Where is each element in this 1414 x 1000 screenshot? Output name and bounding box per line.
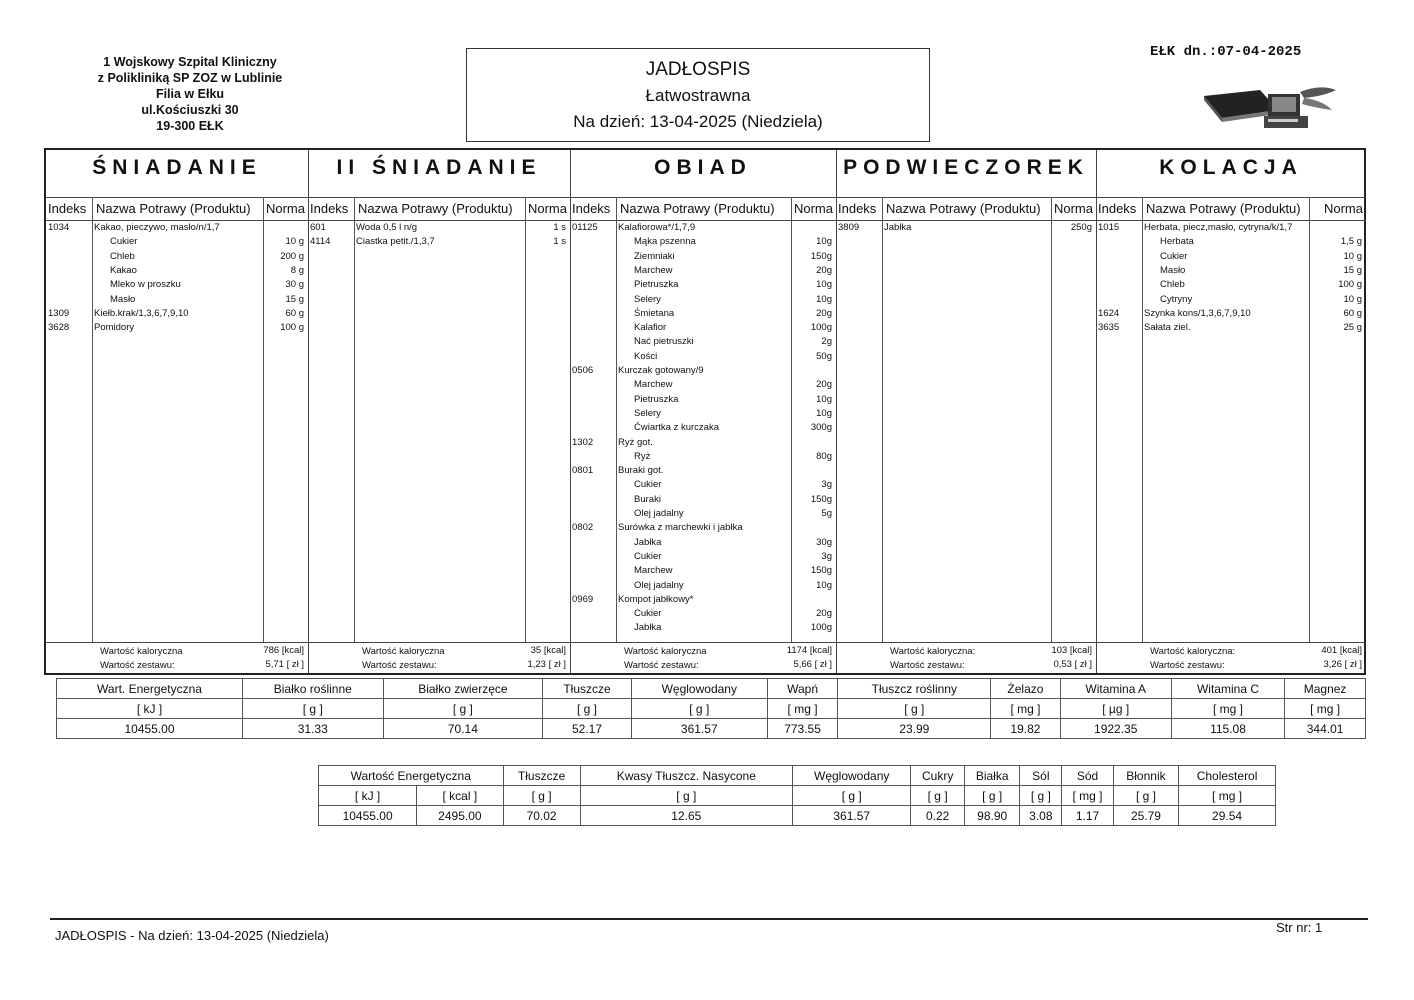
- item-norm: 100 g: [280, 322, 304, 334]
- menu-item: [570, 608, 836, 622]
- item-name: Kompot jabłkowy*: [618, 593, 694, 605]
- meal-title: PODWIECZOREK: [843, 156, 1089, 179]
- item-norm: 10g: [816, 579, 832, 591]
- cost-label: Wartość zestawu:: [890, 660, 965, 671]
- kcal-label: Wartość kaloryczna: [100, 646, 183, 657]
- footer-text: JADŁOSPIS - Na dzień: 13-04-2025 (Niedziela): [55, 928, 329, 943]
- menu-item: [570, 537, 836, 551]
- item-name: Kalafior: [634, 322, 667, 334]
- item-name: Ziemniaki: [634, 250, 675, 262]
- item-norm: 50g: [816, 350, 832, 362]
- kcal-label: Wartość kaloryczna:: [1150, 646, 1236, 657]
- nutrient-unit: [ kJ ]: [319, 786, 417, 806]
- column-header: [836, 197, 1096, 221]
- column-header: [308, 197, 570, 221]
- cost-label: Wartość zestawu:: [624, 660, 699, 671]
- meal-summary: [570, 642, 836, 673]
- item-name: Kurczak gotowany/9: [618, 365, 704, 376]
- item-name: Woda 0,5 l n/g: [356, 222, 418, 233]
- nutrient-header: Sól: [1020, 766, 1062, 786]
- menu-item: [570, 479, 836, 493]
- cost-label: Wartość zestawu:: [362, 660, 437, 671]
- column-divider: [882, 197, 883, 643]
- item-norm: 2g: [821, 336, 832, 348]
- menu-date: Na dzień: 13-04-2025 (Niedziela): [573, 112, 823, 131]
- item-index: 3628: [48, 322, 70, 334]
- hospital-line: Filia w Ełku: [155, 87, 225, 101]
- cost-value: 0,53 [ zł ]: [1053, 659, 1092, 670]
- menu-item: [570, 251, 836, 265]
- nutrient-value: 12.65: [580, 806, 792, 826]
- item-norm: 10g: [816, 236, 832, 248]
- index-header: Indeks: [1098, 201, 1137, 216]
- nutrient-header: Tłuszcze: [503, 766, 580, 786]
- menu-item: [570, 565, 836, 579]
- cost-value: 5,71 [ zł ]: [265, 659, 304, 670]
- item-name: Cukier: [1160, 250, 1188, 262]
- nutrient-unit: [ g ]: [793, 786, 911, 806]
- index-header: Indeks: [48, 201, 87, 216]
- nutrient-value: 2495.00: [417, 806, 503, 826]
- menu-item: [1096, 222, 1366, 236]
- item-norm: 20g: [816, 608, 832, 620]
- meal-column: [46, 150, 309, 673]
- menu-item: [46, 294, 308, 308]
- item-name: Marchew: [634, 264, 673, 276]
- menu-item: [46, 251, 308, 265]
- item-name: Buraki: [634, 493, 661, 505]
- item-name: Pomidory: [94, 322, 135, 334]
- nutrient-value: 361.57: [793, 806, 911, 826]
- item-name: Kakao, pieczywo, masło/n/1,7: [94, 222, 220, 233]
- nutrient-header: Błonnik: [1113, 766, 1178, 786]
- kcal-value: 401 [kcal]: [1321, 645, 1362, 656]
- item-index: 4114: [310, 236, 331, 248]
- menu-item: [1096, 251, 1366, 265]
- cost-label: Wartość zestawu:: [100, 660, 175, 671]
- item-name: Nać pietruszki: [634, 336, 694, 348]
- hospital-line: 19-300 EŁK: [156, 119, 224, 133]
- menu-item: [308, 236, 570, 250]
- item-norm: 30 g: [285, 279, 304, 291]
- menu-item: [570, 351, 836, 365]
- item-norm: 100 g: [1338, 279, 1362, 291]
- item-index: 0802: [572, 522, 594, 534]
- item-index: 1302: [572, 436, 594, 448]
- nutrient-header: Cukry: [911, 766, 965, 786]
- item-norm: 25 g: [1343, 322, 1362, 334]
- menu-item: [570, 222, 836, 236]
- menu-item: [570, 494, 836, 508]
- menu-item: [570, 522, 836, 536]
- nutrient-unit: [ mg ]: [1285, 699, 1366, 719]
- item-index: 3635: [1098, 322, 1120, 334]
- column-header: [570, 197, 836, 221]
- item-name: Jabłka: [634, 622, 662, 634]
- menu-item: [570, 622, 836, 636]
- menu-item: [308, 222, 570, 236]
- item-name: Jabłka: [884, 222, 912, 233]
- item-name: Kalafiorowa*/1,7,9: [618, 222, 696, 233]
- menu-item: [1096, 308, 1366, 322]
- menu-item: [836, 222, 1096, 236]
- menu-item: [570, 580, 836, 594]
- menu-item: [570, 336, 836, 350]
- menu-item: [1096, 322, 1366, 336]
- item-name: Selery: [634, 407, 661, 419]
- nutrient-value: 344.01: [1285, 719, 1366, 739]
- item-norm: 1,5 g: [1340, 236, 1362, 248]
- nutrient-value: 115.08: [1171, 719, 1284, 739]
- item-norm: 10g: [816, 407, 832, 419]
- item-name: Cukier: [110, 236, 138, 248]
- menu-item: [570, 594, 836, 608]
- item-norm: 10g: [816, 279, 832, 291]
- name-header: Nazwa Potrawy (Produktu): [358, 201, 513, 216]
- nutrient-value: 23.99: [838, 719, 991, 739]
- item-name: Ćwiartka z kurczaka: [634, 422, 719, 434]
- nutrient-unit: [ g ]: [243, 699, 384, 719]
- item-norm: 5g: [821, 508, 832, 519]
- item-name: Jabłka: [634, 536, 662, 548]
- nutrient-value: 29.54: [1179, 806, 1276, 826]
- item-norm: 10 g: [1343, 250, 1362, 262]
- nutrient-unit: [ kJ ]: [57, 699, 243, 719]
- menu-item: [46, 265, 308, 279]
- nutrient-unit: [ g ]: [503, 786, 580, 806]
- item-index: 1034: [48, 222, 70, 233]
- item-norm: 100g: [810, 622, 832, 634]
- nutrient-unit: [ mg ]: [1179, 786, 1276, 806]
- item-norm: 20g: [816, 307, 832, 319]
- nutrient-value: 31.33: [243, 719, 384, 739]
- item-name: Kakao: [110, 264, 137, 276]
- item-name: Ciastka petit./1,3,7: [356, 236, 435, 248]
- item-norm: 20g: [816, 264, 832, 276]
- column-header: [46, 197, 308, 221]
- nutrient-header: Tłuszcz roślinny: [838, 679, 991, 699]
- kcal-label: Wartość kaloryczna: [624, 646, 707, 657]
- menu-table: [44, 148, 1366, 675]
- norm-header: Norma: [265, 201, 305, 216]
- meal-title: ŚNIADANIE: [92, 156, 262, 179]
- item-norm: 150g: [810, 565, 832, 577]
- item-name: Szynka kons/1,3,6,7,9,10: [1144, 307, 1251, 319]
- menu-item: [46, 236, 308, 250]
- nutrient-header: Wart. Energetyczna: [57, 679, 243, 699]
- menu-item: [570, 308, 836, 322]
- item-name: Mąka pszenna: [634, 236, 696, 248]
- column-divider: [354, 197, 355, 643]
- cost-value: 3,26 [ zł ]: [1323, 659, 1362, 670]
- item-norm: 3g: [821, 550, 832, 562]
- menu-item: [46, 279, 308, 293]
- nutrient-header: Białko roślinne: [243, 679, 384, 699]
- item-name: Surówka z marchewki i jabłka: [618, 522, 743, 534]
- nutrient-value: 98.90: [964, 806, 1020, 826]
- menu-item: [570, 508, 836, 522]
- item-norm: 30g: [816, 536, 832, 548]
- nutrient-unit: [ mg ]: [1171, 699, 1284, 719]
- nutrient-value: 0.22: [911, 806, 965, 826]
- item-name: Masło: [110, 293, 136, 305]
- cost-value: 1,23 [ zł ]: [527, 659, 566, 670]
- nutrient-value: 70.02: [503, 806, 580, 826]
- nutrient-header: Magnez: [1285, 679, 1366, 699]
- menu-item: [570, 394, 836, 408]
- norm-header: Norma: [527, 201, 567, 216]
- footer-divider: [50, 918, 1368, 920]
- item-name: Mleko w proszku: [110, 279, 181, 291]
- menu-item: [1096, 294, 1366, 308]
- column-divider: [525, 197, 526, 643]
- menu-item: [1096, 265, 1366, 279]
- nutrient-value: 19.82: [991, 719, 1060, 739]
- hospital-address: [80, 54, 300, 134]
- nutrient-value: 3.08: [1020, 806, 1062, 826]
- nutrient-value: 10455.00: [319, 806, 417, 826]
- name-header: Nazwa Potrawy (Produktu): [620, 201, 775, 216]
- menu-item: [570, 465, 836, 479]
- nutrient-header: Tłuszcze: [543, 679, 632, 699]
- nutrient-unit: [ g ]: [580, 786, 792, 806]
- menu-item: [570, 422, 836, 436]
- meal-column: [1096, 150, 1366, 673]
- computer-clipart-icon: [1200, 84, 1340, 132]
- kcal-label: Wartość kaloryczna:: [890, 646, 976, 657]
- nutrient-value: 25.79: [1113, 806, 1178, 826]
- menu-item: [570, 365, 836, 379]
- index-header: Indeks: [838, 201, 877, 216]
- item-name: Pietruszka: [634, 279, 679, 291]
- item-norm: 10 g: [1343, 293, 1362, 305]
- index-header: Indeks: [310, 201, 349, 216]
- item-norm: 10g: [816, 393, 832, 405]
- item-norm: 1 s: [553, 222, 566, 233]
- item-norm: 8 g: [290, 264, 304, 276]
- menu-item: [46, 322, 308, 336]
- nutrient-unit: [ g ]: [543, 699, 632, 719]
- item-norm: 60 g: [1343, 307, 1362, 319]
- nutrient-unit: [ mg ]: [1062, 786, 1114, 806]
- kcal-label: Wartość kaloryczna: [362, 646, 445, 657]
- item-index: 1015: [1098, 222, 1120, 233]
- menu-item: [570, 236, 836, 250]
- page-title: JADŁOSPIS: [645, 59, 751, 80]
- item-norm: 150g: [810, 493, 832, 505]
- nutrient-value: 1922.35: [1060, 719, 1171, 739]
- meal-summary: [308, 642, 570, 673]
- norm-header: Norma: [793, 201, 833, 216]
- menu-item: [570, 408, 836, 422]
- kcal-value: 1174 [kcal]: [786, 645, 832, 656]
- item-name: Herbata, piecz,masło, cytryna/k/1,7: [1144, 222, 1293, 233]
- nutrient-header: Witamina C: [1171, 679, 1284, 699]
- page-number: Str nr: 1: [1276, 920, 1323, 935]
- item-name: Cytryny: [1160, 293, 1193, 305]
- issue-date: EŁK dn.:07-04-2025: [1150, 44, 1302, 60]
- item-name: Herbata: [1160, 236, 1194, 248]
- menu-item: [570, 265, 836, 279]
- kcal-value: 35 [kcal]: [530, 645, 566, 656]
- item-norm: 15 g: [285, 293, 304, 305]
- meal-summary: [1096, 642, 1366, 673]
- nutrient-unit: [ kcal ]: [417, 786, 503, 806]
- item-norm: 20g: [816, 379, 832, 391]
- nutrient-unit: [ g ]: [911, 786, 965, 806]
- item-name: Kości: [634, 350, 658, 362]
- menu-item: [570, 551, 836, 565]
- meal-summary: [836, 642, 1096, 673]
- nutrient-value: 52.17: [543, 719, 632, 739]
- item-name: Cukier: [634, 608, 662, 620]
- nutrient-header: Węglowodany: [793, 766, 911, 786]
- item-index: 3809: [838, 222, 860, 233]
- cost-value: 5,66 [ zł ]: [793, 659, 832, 670]
- nutrient-header: Białka: [964, 766, 1020, 786]
- item-norm: 300g: [810, 422, 832, 434]
- nutrient-header: Kwasy Tłuszcz. Nasycone: [580, 766, 792, 786]
- nutrient-unit: [ µg ]: [1060, 699, 1171, 719]
- nutrient-value: 773.55: [767, 719, 838, 739]
- name-header: Nazwa Potrawy (Produktu): [1146, 201, 1301, 216]
- menu-item: [570, 294, 836, 308]
- meal-column: [836, 150, 1097, 673]
- menu-item: [570, 322, 836, 336]
- nutrient-header: Wartość Energetyczna: [319, 766, 504, 786]
- item-norm: 100g: [810, 322, 832, 334]
- item-index: 601: [310, 222, 326, 233]
- item-name: Ryż: [634, 450, 651, 462]
- item-index: 0969: [572, 593, 594, 605]
- column-header: [1096, 197, 1366, 221]
- menu-item: [1096, 279, 1366, 293]
- item-name: Ryż got.: [618, 436, 653, 448]
- item-name: Śmietana: [634, 307, 675, 319]
- nutrient-header: Węglowodany: [631, 679, 767, 699]
- name-header: Nazwa Potrawy (Produktu): [96, 201, 251, 216]
- item-name: Cukier: [634, 479, 662, 491]
- meal-title: KOLACJA: [1159, 156, 1303, 179]
- norm-header: Norma: [1323, 201, 1363, 216]
- nutrient-header: Sód: [1062, 766, 1114, 786]
- hospital-line: z Polikliniką SP ZOZ w Lublinie: [97, 71, 283, 85]
- nutrient-value: 10455.00: [57, 719, 243, 739]
- menu-item: [570, 279, 836, 293]
- norm-header: Norma: [1053, 201, 1093, 216]
- meal-column: [570, 150, 837, 673]
- meal-column: [308, 150, 571, 673]
- item-index: 0801: [572, 465, 594, 477]
- nutrient-header: Cholesterol: [1179, 766, 1276, 786]
- meal-title: II ŚNIADANIE: [336, 156, 542, 179]
- menu-item: [570, 451, 836, 465]
- kcal-value: 103 [kcal]: [1051, 645, 1092, 656]
- item-norm: 10g: [816, 293, 832, 305]
- item-norm: 250g: [1070, 222, 1092, 233]
- nutrient-unit: [ g ]: [383, 699, 543, 719]
- item-norm: 3g: [821, 479, 832, 491]
- menu-item: [46, 222, 308, 236]
- nutrient-header: Białko zwierzęce: [383, 679, 543, 699]
- item-name: Chleb: [1160, 279, 1185, 291]
- item-name: Selery: [634, 293, 661, 305]
- index-header: Indeks: [572, 201, 611, 216]
- item-name: Buraki got.: [618, 465, 664, 477]
- item-norm: 1 s: [553, 236, 566, 248]
- nutrient-unit: [ mg ]: [991, 699, 1060, 719]
- menu-item: [570, 379, 836, 393]
- nutrient-header: Wapń: [767, 679, 838, 699]
- column-divider: [1051, 197, 1052, 643]
- name-header: Nazwa Potrawy (Produktu): [886, 201, 1041, 216]
- nutrient-unit: [ mg ]: [767, 699, 838, 719]
- nutrient-value: 361.57: [631, 719, 767, 739]
- nutrition-table-2: [318, 765, 1276, 826]
- cost-label: Wartość zestawu:: [1150, 660, 1225, 671]
- hospital-line: ul.Kościuszki 30: [141, 103, 239, 117]
- item-index: 1624: [1098, 307, 1120, 319]
- item-norm: 200 g: [280, 250, 304, 262]
- hospital-line: 1 Wojskowy Szpital Kliniczny: [103, 55, 277, 69]
- item-norm: 60 g: [285, 307, 304, 319]
- title-box: [466, 48, 930, 142]
- item-name: Marchew: [634, 379, 673, 391]
- item-index: 0506: [572, 365, 594, 376]
- nutrient-value: 70.14: [383, 719, 543, 739]
- item-norm: 15 g: [1343, 264, 1362, 276]
- nutrition-table-1: [56, 678, 1366, 739]
- item-name: Marchew: [634, 565, 673, 577]
- menu-item: [46, 308, 308, 322]
- diet-name: Łatwostrawna: [645, 86, 751, 105]
- item-name: Pietruszka: [634, 393, 679, 405]
- item-norm: 10 g: [285, 236, 304, 248]
- menu-item: [570, 437, 836, 451]
- nutrient-unit: [ g ]: [964, 786, 1020, 806]
- nutrient-value: 1.17: [1062, 806, 1114, 826]
- item-index: 1309: [48, 307, 70, 319]
- nutrient-header: Żelazo: [991, 679, 1060, 699]
- item-norm: 150g: [810, 250, 832, 262]
- item-name: Olej jadalny: [634, 579, 684, 591]
- meal-summary: [46, 642, 308, 673]
- item-name: Cukier: [634, 550, 662, 562]
- nutrient-unit: [ g ]: [1020, 786, 1062, 806]
- item-name: Kiełb.krak/1,3,6,7,9,10: [94, 307, 189, 319]
- menu-item: [1096, 236, 1366, 250]
- item-name: Sałata ziel.: [1144, 322, 1191, 334]
- nutrient-unit: [ g ]: [1113, 786, 1178, 806]
- meal-title: OBIAD: [654, 156, 752, 179]
- item-norm: 80g: [816, 450, 832, 462]
- item-name: Chleb: [110, 250, 135, 262]
- nutrient-unit: [ g ]: [838, 699, 991, 719]
- nutrient-unit: [ g ]: [631, 699, 767, 719]
- nutrient-header: Witamina A: [1060, 679, 1171, 699]
- kcal-value: 786 [kcal]: [263, 645, 304, 656]
- item-name: Olej jadalny: [634, 508, 684, 519]
- item-index: 01125: [572, 222, 598, 233]
- item-name: Masło: [1160, 264, 1186, 276]
